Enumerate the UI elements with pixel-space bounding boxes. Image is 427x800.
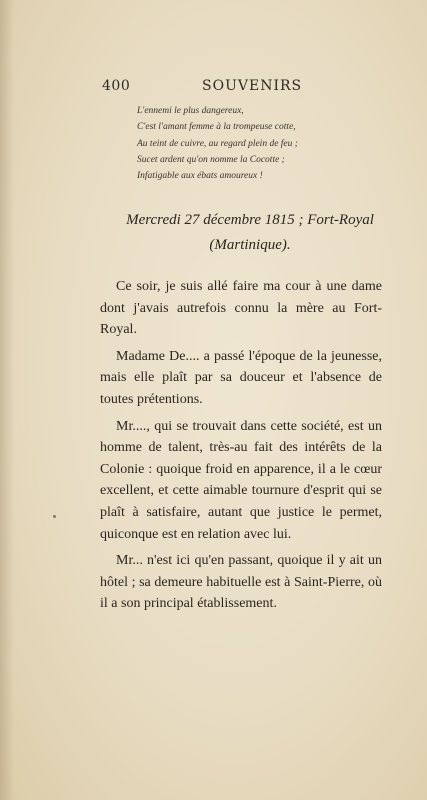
- running-title: SOUVENIRS: [202, 78, 303, 94]
- poem-stanza: [137, 103, 377, 184]
- poem-line: L'ennemi le plus dangereux,: [137, 106, 244, 116]
- page-header: [102, 78, 378, 100]
- journal-dateline: [100, 208, 400, 258]
- poem-line: C'est l'amant femme à la trompeuse cotte,: [137, 122, 296, 133]
- dateline-date: Mercredi 27 décembre 1815 ; Fort-Royal: [126, 212, 374, 228]
- paragraph: Ce soir, je suis allé faire ma cour à une dame dont j'avais autrefois connu la mère au Fort-Royal.: [100, 279, 382, 338]
- paper-speck: [53, 515, 56, 518]
- poem-line: Au teint de cuivre, au regard plein de feu ;: [137, 138, 298, 149]
- poem-line: Sucet ardent qu'on nomme la Cocotte ;: [137, 154, 285, 165]
- dateline-place: (Martinique).: [209, 237, 291, 253]
- paragraph: Mr...., qui se trouvait dans cette société, est un homme de talent, très-au fait des intérêts de la Colonie : quoique froid en apparence, il a le cœur excellent, et cette aimable tournure d'esprit qui se plaît à satisfaire, autant que justice le permet, quiconque est en relation avec lui.: [100, 418, 382, 542]
- body-text: [100, 276, 382, 620]
- poem-line: Infatigable aux ébats amoureux !: [137, 171, 263, 182]
- paragraph: Madame De.... a passé l'époque de la jeunesse, mais elle plaît par sa douceur et l'absence de toutes prétentions.: [100, 348, 382, 407]
- paragraph: Mr... n'est ici qu'en passant, quoique il y ait un hôtel ; sa demeure habituelle est à Saint-Pierre, où il a son principal établissement.: [100, 553, 382, 612]
- page-number: 400: [102, 78, 131, 94]
